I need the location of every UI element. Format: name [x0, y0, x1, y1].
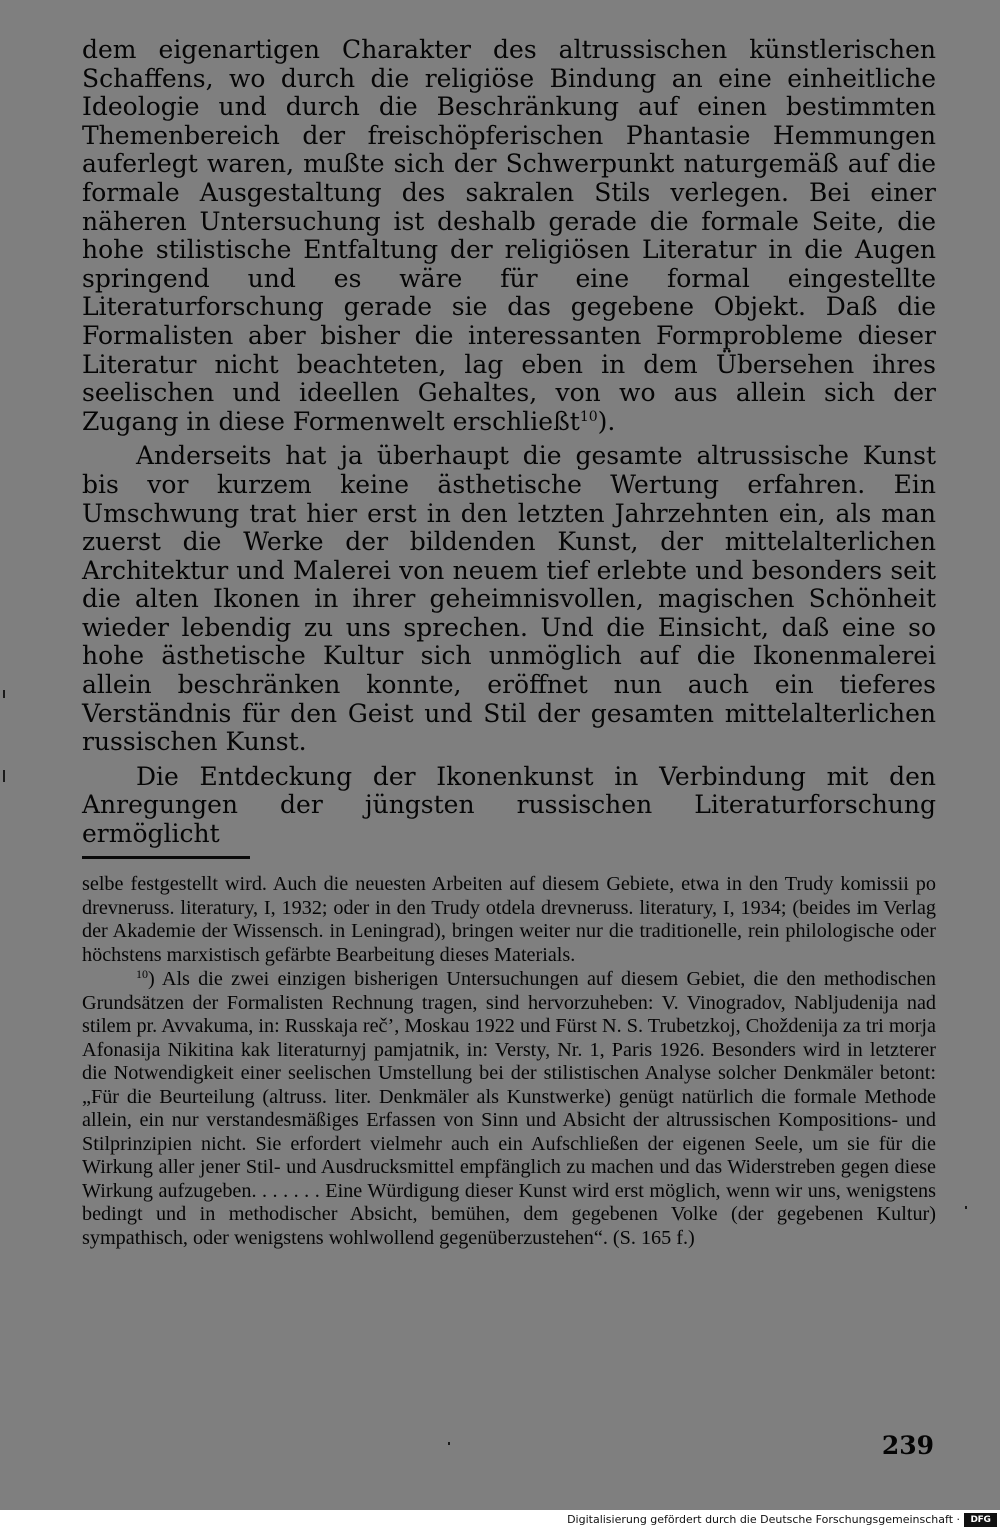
- footnote-reference: 10: [579, 408, 598, 425]
- scan-speck: [965, 1206, 967, 1209]
- scan-speck: [448, 1442, 450, 1445]
- footnotes: [82, 873, 936, 1250]
- paragraph: [82, 36, 936, 436]
- footnote-text: ) Als die zwei einzigen bisherigen Untersuchungen auf diesem Gebiet, die den methodischen Grundsätzen der Formalisten Rechnung tragen, sind hervorzuheben: V. Vinogradov, Nabljudenija nad stilem pr. Avvakuma, in: Russkaja reč’, Moskau 1922 und Fürst N. S. Trubetzkoj, Choždenija za tri morja Afonasija Nikitina kak literaturnyj pamjatnik, in: Versty, Nr. 1, Paris 1926. Besonders wird in letzterer die Notwendigkeit einer seelischen Umstellung bei der stilistischen Analyse solcher Denkmäler betont: „Für die Beurteilung (altruss. liter. Denkmäler als Kunstwerke) genügt natürlich die formale Methode allein, ein nur verstandesmäßiges Erfassen von Sinn und Absicht der altrussischen Kompositions- und Stilprinzipien nicht. Sie erfordert vielmehr auch ein Aufschließen der eigenen Seele, um sie für die Wirkung aller jener Stil- und Ausdrucksmittel empfänglich zu machen und das Widerstreben gegen diese Wirkung aufzugeben. . . . . . . Eine Würdigung dieser Kunst wird erst möglich, wenn wir uns, wenigstens bedingt und in methodischer Absicht, bemühen, dem gegebenen Volke (der gegebenen Kultur) sympathisch, oder wenigstens wohlwollend gegenüberzustehen“. (S. 165 f.): [82, 968, 936, 1249]
- footnote-marker: 10: [136, 967, 148, 981]
- main-body-text: [82, 36, 936, 849]
- page-number: 239: [881, 1431, 934, 1460]
- scan-speck: [3, 690, 5, 698]
- footnote-10: [82, 968, 936, 1250]
- footnote-separator: [82, 856, 250, 859]
- funding-notice-bar: [0, 1510, 1000, 1530]
- sentence-end: ).: [597, 406, 616, 436]
- scan-speck: [3, 770, 5, 782]
- funding-notice: Digitalisierung gefördert durch die Deutsche Forschungsgemeinschaft ·: [567, 1513, 960, 1526]
- dfg-logo: DFG: [964, 1513, 997, 1527]
- paragraph: Die Entdeckung der Ikonenkunst in Verbindung mit den Anregungen der jüngsten russischen Literaturforschung ermöglicht: [82, 761, 936, 849]
- paragraph-text: dem eigenartigen Charakter des altrussischen künstlerischen Schaffens, wo durch die religiöse Bindung an eine einheitliche Ideologie und durch die Beschränkung auf einen bestimmten Themenbereich der freischöpferischen Phantasie Hemmungen auferlegt waren, mußte sich der Schwerpunkt naturgemäß auf die formale Ausgestaltung des sakralen Stils verlegen. Bei einer näheren Untersuchung ist deshalb gerade die formale Seite, die hohe stilistische Entfaltung der religiösen Literatur in die Augen springend und es wäre für eine formal eingestellte Literaturforschung gerade sie das gegebene Objekt. Daß die Formalisten aber bisher die interessanten Formprobleme dieser Literatur nicht beachteten, lag eben in dem Übersehen ihres seelischen und ideellen Gehaltes, von wo aus allein sich der Zugang in diese Formenwelt erschließt: [82, 35, 936, 436]
- paragraph: Anderseits hat ja überhaupt die gesamte altrussische Kunst bis vor kurzem keine ästhetische Wertung erfahren. Ein Umschwung trat hier erst in den letzten Jahrzehnten ein, als man zuerst die Werke der bildenden Kunst, der mittelalterlichen Architektur und Malerei von neuem tief erlebte und besonders seit die alten Ikonen in ihrer geheimnisvollen, magischen Schönheit wieder lebendig zu uns sprechen. Und die Einsicht, daß eine so hohe ästhetische Kultur sich unmöglich auf die Ikonenmalerei allein beschränken konnte, eröffnet nun auch ein tieferes Verständnis für den Geist und Stil der gesamten mittelalterlichen russischen Kunst.: [82, 441, 936, 757]
- footnote-continuation: selbe festgestellt wird. Auch die neuesten Arbeiten auf diesem Gebiete, etwa in den Trudy komissii po drevneruss. literatury, I, 1932; oder in den Trudy otdela drevneruss. literatury, I, 1934; (beides im Verlag der Akademie der Wissensch. in Leningrad), bringen weiter nur die traditionelle, rein philologische oder höchstens marxistisch gefärbte Bearbeitung dieses Materials.: [82, 873, 936, 966]
